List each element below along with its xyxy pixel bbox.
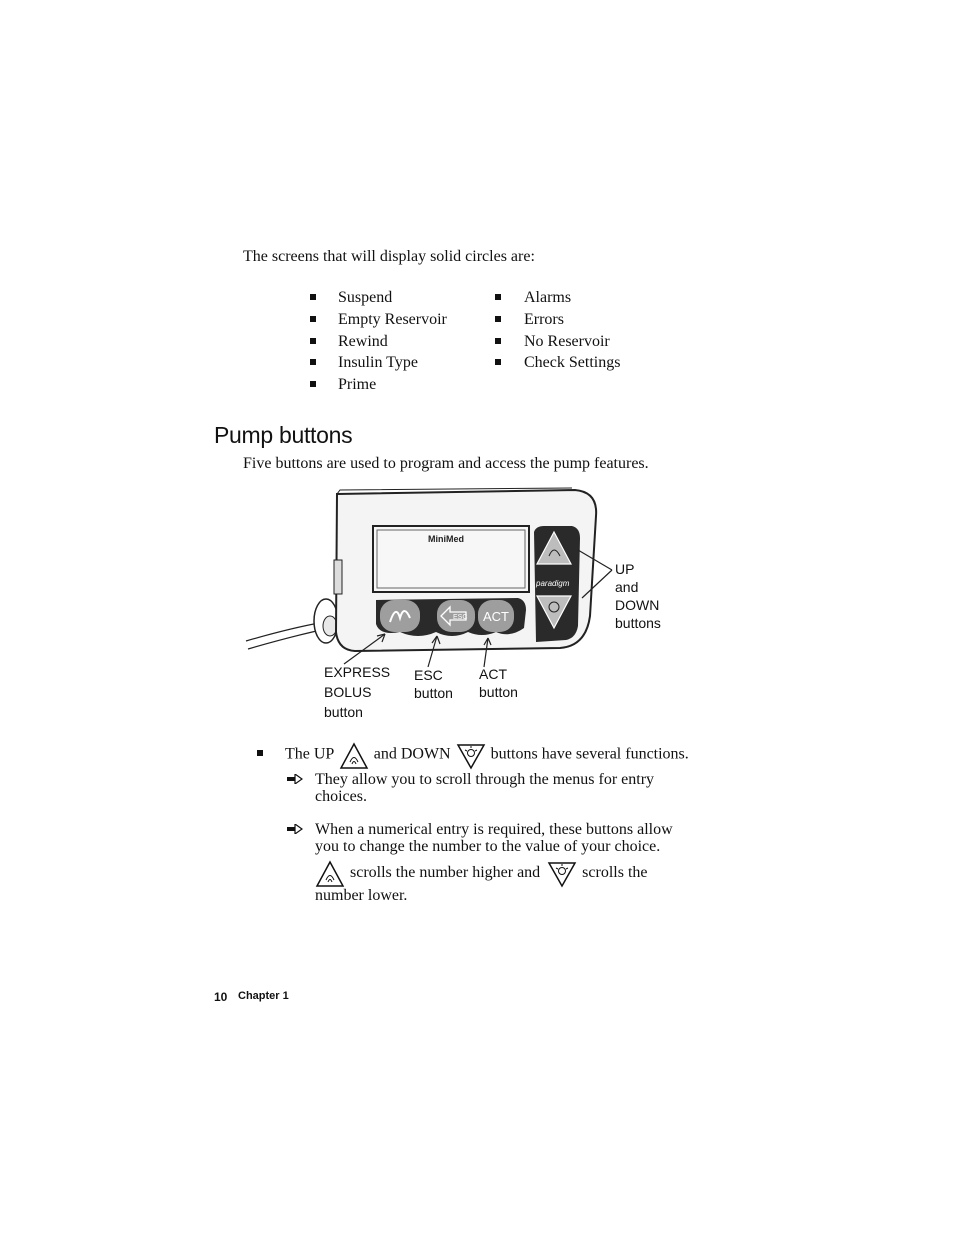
sub-brand-label: paradigm [536, 579, 570, 588]
paragraph-line: you to change the number to the value of your choice. [315, 838, 661, 855]
callout-line: buttons [615, 615, 661, 631]
list-bullet [310, 381, 316, 387]
callout-line: BOLUS [324, 684, 372, 700]
list-bullet [495, 294, 501, 300]
list-item: Suspend [338, 289, 393, 306]
up-arrow-icon [315, 860, 345, 888]
list-bullet [495, 338, 501, 344]
paragraph-line: number lower. [315, 887, 408, 904]
scroll-direction-line [315, 860, 648, 886]
arrow-bullet-icon [287, 774, 303, 784]
callout-line: UP [615, 561, 635, 577]
page-number: 10 [214, 990, 228, 1004]
arrow-bullet-icon [287, 824, 303, 834]
act-key-label: ACT [483, 609, 509, 624]
callout-line: button [414, 685, 453, 701]
paragraph-line: They allow you to scroll through the menus for entry [315, 771, 655, 788]
list-bullet [310, 359, 316, 365]
paragraph-line: choices. [315, 788, 367, 805]
list-item: Insulin Type [338, 354, 418, 371]
bullet-text: buttons have several functions. [490, 745, 689, 763]
bullet-text: The UP [285, 745, 334, 763]
sub-bullet-numerical-entry [315, 821, 673, 855]
section-heading: Pump buttons [214, 422, 353, 448]
callout-line: button [324, 704, 363, 720]
section-lead: Five buttons are used to program and access the pump features. [243, 455, 649, 472]
callout-line: and [615, 579, 639, 595]
esc-callout [414, 666, 453, 702]
express-bolus-callout [324, 662, 390, 722]
down-arrow-icon [456, 742, 486, 770]
list-item: Check Settings [524, 354, 621, 371]
callout-line: DOWN [615, 597, 660, 613]
paragraph-text: scrolls the [582, 864, 648, 881]
list-bullet [310, 294, 316, 300]
list-item: Alarms [524, 289, 572, 306]
list-item: Prime [338, 376, 377, 393]
list-item: Rewind [338, 333, 388, 350]
list-bullet [310, 316, 316, 322]
down-arrow-icon [547, 860, 577, 888]
paragraph-line: When a numerical entry is required, these buttons allow [315, 821, 673, 838]
list-bullet [495, 316, 501, 322]
list-bullet [257, 750, 263, 756]
callout-line: ESC [414, 667, 443, 683]
up-down-bullet [285, 742, 689, 768]
list-item: No Reservoir [524, 333, 610, 350]
intro-text: The screens that will display solid circles are: [243, 248, 535, 265]
list-bullet [310, 338, 316, 344]
paragraph-text: scrolls the number higher and [350, 864, 541, 881]
list-item: Empty Reservoir [338, 311, 447, 328]
chapter-label: Chapter 1 [238, 990, 289, 1002]
bullet-text: and DOWN [373, 745, 451, 763]
list-bullet [495, 359, 501, 365]
sub-bullet-scroll-menus [315, 771, 654, 805]
callout-line: EXPRESS [324, 664, 391, 680]
list-item: Errors [524, 311, 564, 328]
pump-illustration [240, 486, 680, 726]
brand-label: MiniMed [428, 534, 464, 544]
up-down-callout [615, 560, 661, 632]
callout-line: ACT [479, 666, 507, 682]
esc-key-label: ESC [453, 614, 468, 621]
act-callout [479, 665, 518, 701]
callout-line: button [479, 684, 518, 700]
up-arrow-icon [339, 742, 369, 770]
